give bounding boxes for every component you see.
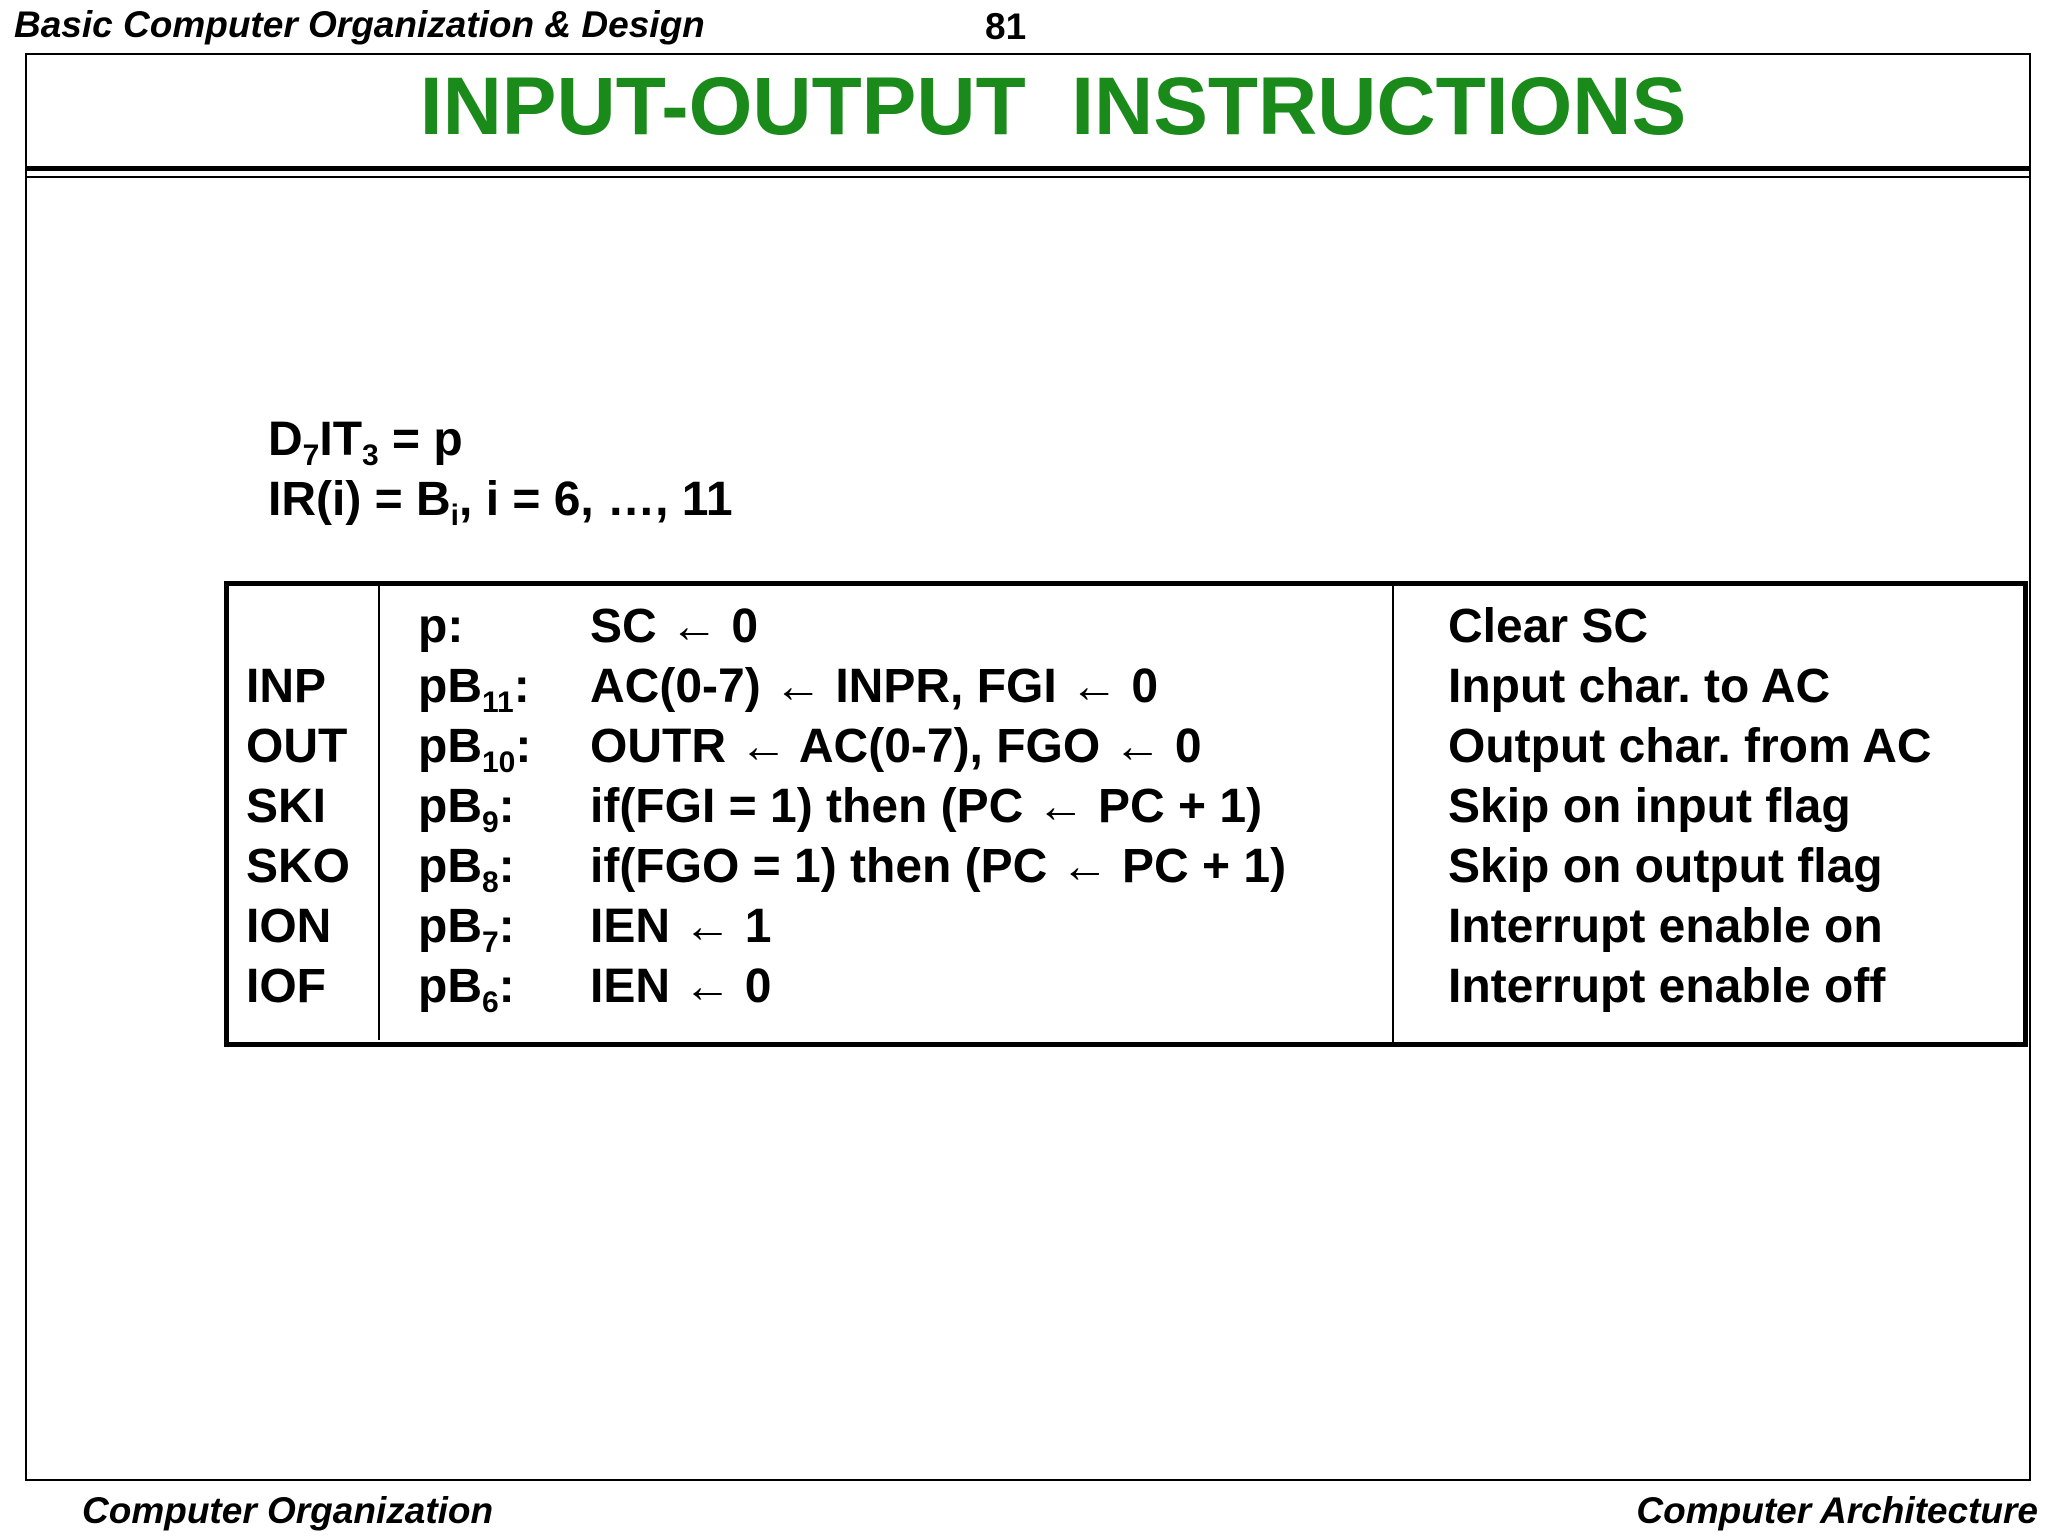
row-operation: IEN ← 0 <box>590 960 772 1013</box>
row-label <box>418 839 515 899</box>
row-label-text: p <box>418 600 448 653</box>
row-operation: AC(0-7) ← INPR, FGI ← 0 <box>590 660 1159 713</box>
row-operation: if(FGI = 1) then (PC ← PC + 1) <box>590 780 1263 833</box>
row-label-text: pB <box>418 960 482 1013</box>
row-label-colon: : <box>498 960 515 1013</box>
eq2-rest: , i = 6, …, 11 <box>459 473 733 526</box>
row-operation: IEN ← 1 <box>590 900 772 953</box>
row-label-colon: : <box>498 780 515 833</box>
table-divider-description <box>1392 586 1394 1042</box>
footer-left: Computer Organization <box>82 1490 494 1531</box>
row-label <box>418 959 515 1019</box>
row-label-colon: : <box>515 720 532 773</box>
row-operation: if(FGO = 1) then (PC ← PC + 1) <box>590 840 1287 893</box>
row-label <box>418 599 463 655</box>
row-label-subscript: 10 <box>481 746 516 779</box>
equation-ir-bits <box>268 472 733 532</box>
row-mnemonic: SKI <box>246 780 327 833</box>
row-description: Interrupt enable on <box>1448 900 1883 953</box>
header-course-title: Basic Computer Organization & Design <box>14 4 705 45</box>
row-operation: OUTR ← AC(0-7), FGO ← 0 <box>590 720 1202 773</box>
eq1-d-subscript: 7 <box>302 439 320 472</box>
slide-title: INPUT-OUTPUT INSTRUCTIONS <box>419 61 1687 152</box>
eq1-rest: = p <box>378 413 463 466</box>
row-label-colon: : <box>513 660 530 713</box>
row-description: Skip on output flag <box>1448 840 1883 893</box>
row-label <box>418 899 515 959</box>
row-description: Clear SC <box>1448 600 1649 653</box>
eq2-head: IR(i) = B <box>268 473 451 526</box>
row-mnemonic: IOF <box>246 960 326 1013</box>
row-mnemonic: ION <box>246 900 332 953</box>
row-label <box>418 719 532 779</box>
row-label-text: pB <box>418 720 482 773</box>
title-rule-thin <box>25 176 2031 178</box>
row-label-text: pB <box>418 660 482 713</box>
row-operation: SC ← 0 <box>590 600 759 653</box>
row-label-subscript: 6 <box>481 986 499 1019</box>
row-label-subscript: 8 <box>481 866 499 899</box>
eq1-it: IT <box>319 413 363 466</box>
row-label-text: pB <box>418 900 482 953</box>
eq1-t-subscript: 3 <box>362 439 379 472</box>
equation-decoder-condition <box>268 412 463 472</box>
page-number: 81 <box>985 6 1027 47</box>
row-label-colon: : <box>498 840 515 893</box>
row-description: Output char. from AC <box>1448 720 1932 773</box>
row-label-subscript: 11 <box>481 686 514 719</box>
row-label-text: pB <box>418 840 482 893</box>
row-label-colon: : <box>447 600 464 653</box>
row-label-subscript: 7 <box>481 926 499 959</box>
row-label-subscript: 9 <box>481 806 499 839</box>
eq2-b-subscript: i <box>450 499 460 532</box>
row-description: Input char. to AC <box>1448 660 1831 713</box>
title-rule-thick <box>25 166 2031 171</box>
table-divider-mnemonic <box>378 586 380 1040</box>
row-description: Skip on input flag <box>1448 780 1851 833</box>
row-mnemonic: OUT <box>246 720 348 773</box>
eq1-d: D <box>268 413 303 466</box>
row-mnemonic: SKO <box>246 840 351 893</box>
row-label <box>418 659 530 719</box>
row-mnemonic: INP <box>246 660 327 713</box>
row-label-text: pB <box>418 780 482 833</box>
row-description: Interrupt enable off <box>1448 960 1886 1013</box>
row-label <box>418 779 515 839</box>
footer-right: Computer Architecture <box>1636 1490 2038 1531</box>
row-label-colon: : <box>498 900 515 953</box>
